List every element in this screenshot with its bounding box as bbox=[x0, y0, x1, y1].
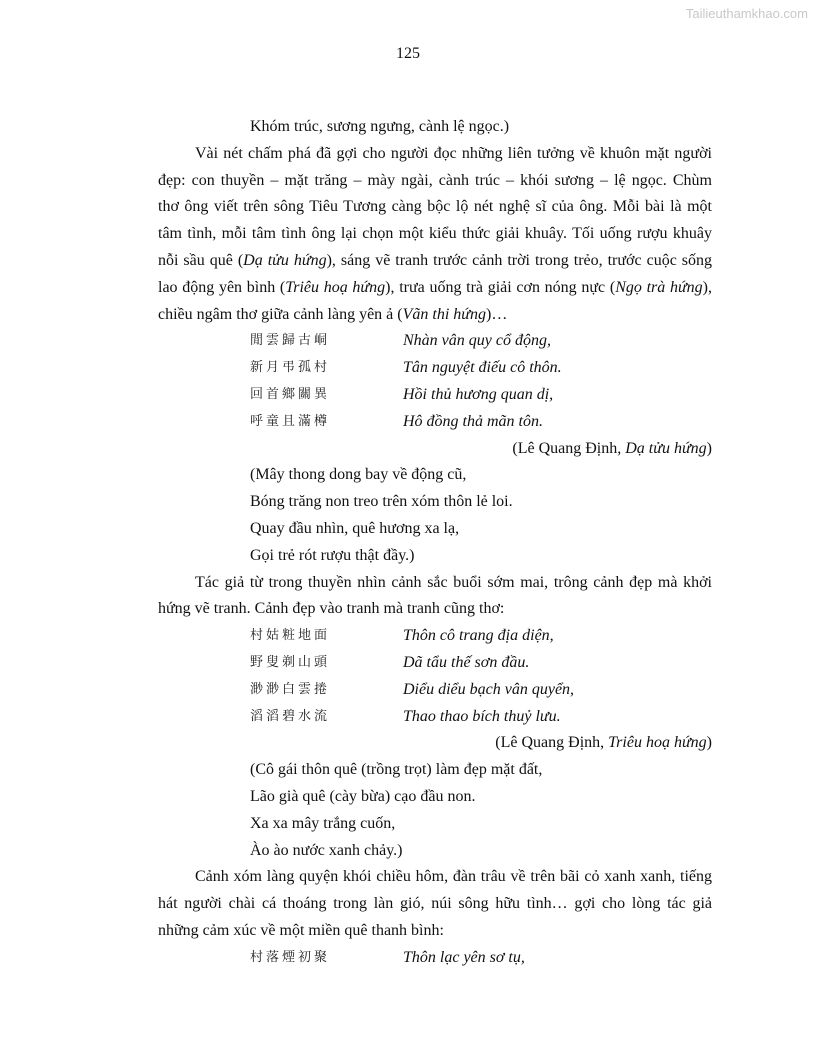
poem-line bbox=[158, 328, 712, 355]
translation-line: (Mây thong dong bay về động cũ, bbox=[250, 466, 467, 484]
watermark: Tailieuthamkhao.com bbox=[685, 6, 808, 21]
han-text: 渺渺白雲捲 bbox=[250, 681, 331, 697]
paragraph-line bbox=[158, 302, 712, 329]
poem-title: Ngọ trà hứng bbox=[615, 278, 703, 296]
transliteration: Tân nguyệt điếu cô thôn. bbox=[403, 359, 562, 377]
paragraph-line: Cảnh xóm làng quyện khói chiều hôm, đàn trâu về trên bãi cỏ xanh xanh, tiếng bbox=[195, 868, 712, 886]
attribution bbox=[158, 436, 712, 463]
poem-line bbox=[158, 704, 712, 731]
paragraph-line: đẹp: con thuyền – mặt trăng – mày ngài, cành trúc – khói sương – lệ ngọc. Chùm bbox=[158, 171, 712, 189]
poem-line bbox=[158, 623, 712, 650]
paragraph-line bbox=[158, 248, 712, 275]
han-text: 村姑粧地面 bbox=[250, 628, 331, 644]
transliteration: Thao thao bích thuỷ lưu. bbox=[403, 707, 561, 725]
translation-line: Quay đầu nhìn, quê hương xa lạ, bbox=[250, 519, 460, 537]
transliteration: Hô đồng thả mãn tôn. bbox=[403, 412, 543, 430]
text: ), trưa uống trà giải cơn nóng nực ( bbox=[385, 278, 616, 296]
paragraph-line bbox=[158, 275, 712, 302]
poem-title: Triêu hoạ hứng bbox=[608, 734, 707, 752]
text: lao động yên bình ( bbox=[158, 278, 286, 296]
paragraph-line: Tác giả từ trong thuyền nhìn cảnh sắc buổi sớm mai, trông cảnh đẹp mà khởi bbox=[195, 573, 712, 591]
attribution bbox=[158, 730, 712, 757]
poem-title: Triêu hoạ hứng bbox=[285, 278, 386, 296]
poem-line bbox=[158, 650, 712, 677]
paragraph-line: những cảm xúc về một miền quê thanh bình: bbox=[158, 921, 444, 939]
han-text: 回首鄉關異 bbox=[250, 386, 331, 402]
page-body bbox=[158, 114, 712, 972]
poem-title: Vãn thi hứng bbox=[402, 305, 486, 323]
poem-line bbox=[158, 945, 712, 972]
han-text: 滔滔碧水流 bbox=[250, 708, 331, 724]
poem-line bbox=[158, 677, 712, 704]
text: ) bbox=[706, 439, 712, 457]
translation-line: Lão già quê (cày bừa) cạo đầu non. bbox=[250, 787, 476, 805]
poem-title: Dạ tửu hứng bbox=[243, 251, 327, 269]
text: chiều ngâm thơ giữa cảnh làng yên ả ( bbox=[158, 305, 403, 323]
poem-line bbox=[158, 382, 712, 409]
han-text: 村落煙初聚 bbox=[250, 949, 331, 965]
verse-line: Khóm trúc, sương ngưng, cành lệ ngọc.) bbox=[250, 118, 510, 135]
poem-line bbox=[158, 409, 712, 436]
han-text: 野叟剃山頭 bbox=[250, 654, 331, 670]
paragraph-line: hứng vẽ tranh. Cảnh đẹp vào tranh mà tranh cũng thơ: bbox=[158, 600, 505, 618]
author: (Lê Quang Định, bbox=[495, 734, 609, 752]
paragraph-line: Vài nét chấm phá đã gợi cho người đọc những liên tưởng về khuôn mặt người bbox=[195, 144, 712, 162]
translation-line: Xa xa mây trắng cuốn, bbox=[250, 814, 396, 832]
text: ), bbox=[702, 278, 712, 296]
author: (Lê Quang Định, bbox=[512, 439, 626, 457]
transliteration: Dã tẩu thế sơn đầu. bbox=[403, 653, 530, 671]
transliteration: Thôn cô trang địa diện, bbox=[403, 627, 554, 645]
text: nỗi sầu quê ( bbox=[158, 251, 244, 269]
poem-title: Dạ tửu hứng bbox=[625, 439, 707, 457]
paragraph-line: thơ ông viết trên sông Tiêu Tương càng bộc lộ nét nghệ sĩ của ông. Mỗi bài là một bbox=[158, 198, 712, 216]
transliteration: Hồi thủ hương quan dị, bbox=[403, 385, 554, 403]
transliteration: Thôn lạc yên sơ tụ, bbox=[403, 948, 525, 966]
translation-line: Ào ào nước xanh chảy.) bbox=[250, 841, 403, 859]
poem-line bbox=[158, 355, 712, 382]
text: ) bbox=[706, 734, 712, 752]
han-text: 呼童且滿樽 bbox=[250, 413, 331, 429]
paragraph-line: hát người chài cá thoáng trong làn gió, núi sông hữu tình… gợi cho lòng tác giả bbox=[158, 895, 712, 913]
page-number: 125 bbox=[396, 45, 420, 62]
transliteration: Nhàn vân quy cổ động, bbox=[403, 332, 551, 350]
han-text: 新月弔孤村 bbox=[250, 360, 331, 376]
text: ), sáng vẽ tranh trước cảnh trời trong trẻo, trước cuộc sống bbox=[326, 251, 713, 269]
transliteration: Diểu diểu bạch vân quyển, bbox=[403, 680, 575, 698]
translation-line: Bóng trăng non treo trên xóm thôn lẻ loi. bbox=[250, 493, 513, 511]
translation-line: (Cô gái thôn quê (trồng trọt) làm đẹp mặt đất, bbox=[250, 761, 543, 779]
han-text: 閒雲歸古峒 bbox=[250, 333, 331, 349]
translation-line: Gọi trẻ rót rượu thật đầy.) bbox=[250, 546, 415, 564]
paragraph-line: tâm tình, mỗi tâm tình ông lại chọn một kiểu thức giải khuây. Tối uống rượu khuây bbox=[158, 225, 712, 243]
text: )… bbox=[486, 305, 508, 323]
